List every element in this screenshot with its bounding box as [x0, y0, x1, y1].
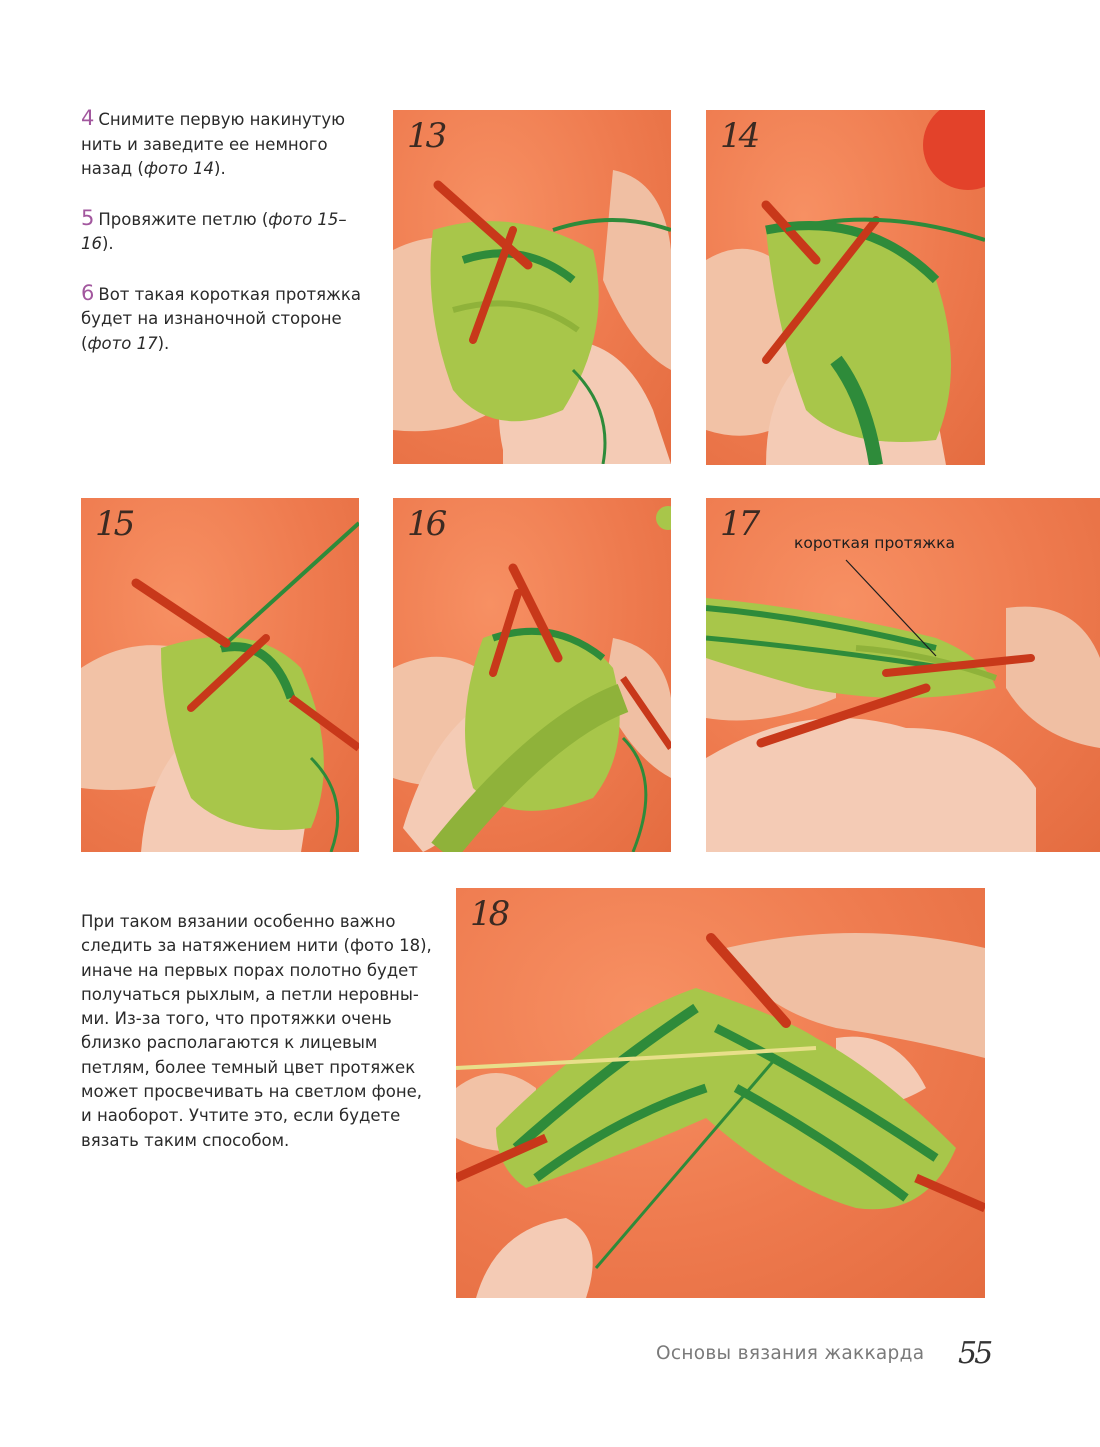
knitting-illustration: [456, 888, 985, 1298]
paragraph-line: и наоборот. Учтите это, если будете: [81, 1106, 401, 1126]
knitting-illustration: [393, 110, 671, 464]
photo-label: 13: [407, 116, 445, 156]
step-text-end: ).: [157, 333, 170, 353]
paragraph-line: следить за натяжением нити (фото 18),: [81, 936, 432, 956]
paragraph-line: При таком вязании особенно важно: [81, 912, 396, 931]
paragraph-line: может просвечивать на светлом фоне,: [81, 1082, 423, 1102]
step-text-end: ).: [214, 159, 226, 178]
step-4: [81, 106, 371, 182]
paragraph-line: ми. Из-за того, что протяжки очень: [81, 1009, 392, 1029]
photo-14: [706, 110, 985, 465]
body-paragraph: [81, 910, 432, 1153]
knitting-illustration: [81, 498, 359, 852]
knitting-illustration: [706, 110, 985, 465]
paragraph-line: близко располагаются к лицевым: [81, 1033, 378, 1053]
photo-13: [393, 110, 671, 464]
photo-label: 14: [720, 116, 758, 156]
step-number: 5: [81, 205, 95, 230]
photo-15: [81, 498, 359, 852]
step-text: Провяжите петлю (: [98, 209, 269, 229]
paragraph-line: получаться рыхлым, а петли неровны-: [81, 984, 419, 1004]
paragraph-line: иначе на первых порах полотно будет: [81, 960, 418, 980]
step-text-end: ).: [102, 234, 114, 253]
photo-17: [706, 498, 1100, 852]
photo-reference: фото 15–16: [81, 209, 347, 253]
photo-reference: фото 17: [87, 333, 158, 353]
steps-list: [81, 106, 371, 380]
step-5: [81, 206, 371, 257]
page-number: 55: [958, 1336, 991, 1371]
callout-label: короткая протяжка: [794, 534, 955, 552]
step-6: [81, 281, 371, 357]
photo-18: [456, 888, 985, 1298]
photo-label: 16: [407, 504, 445, 544]
knitting-illustration: [393, 498, 671, 852]
step-text: Вот такая короткая протяжка будет на изнаночной стороне (: [81, 284, 361, 353]
photo-label: 17: [720, 504, 758, 544]
photo-label: 18: [470, 894, 508, 934]
step-number: 6: [81, 280, 95, 305]
step-text: Снимите первую накинутую нить и заведите ее немного назад (: [81, 110, 346, 178]
photo-label: 15: [95, 504, 133, 544]
paragraph-line: петлям, более темный цвет протяжек: [81, 1057, 416, 1077]
photo-16: [393, 498, 671, 852]
step-number: 4: [81, 106, 95, 130]
paragraph-line: вязать таким способом.: [81, 1130, 290, 1150]
photo-reference: фото 14: [143, 159, 215, 178]
footer-title: Основы вязания жаккарда: [656, 1343, 925, 1364]
